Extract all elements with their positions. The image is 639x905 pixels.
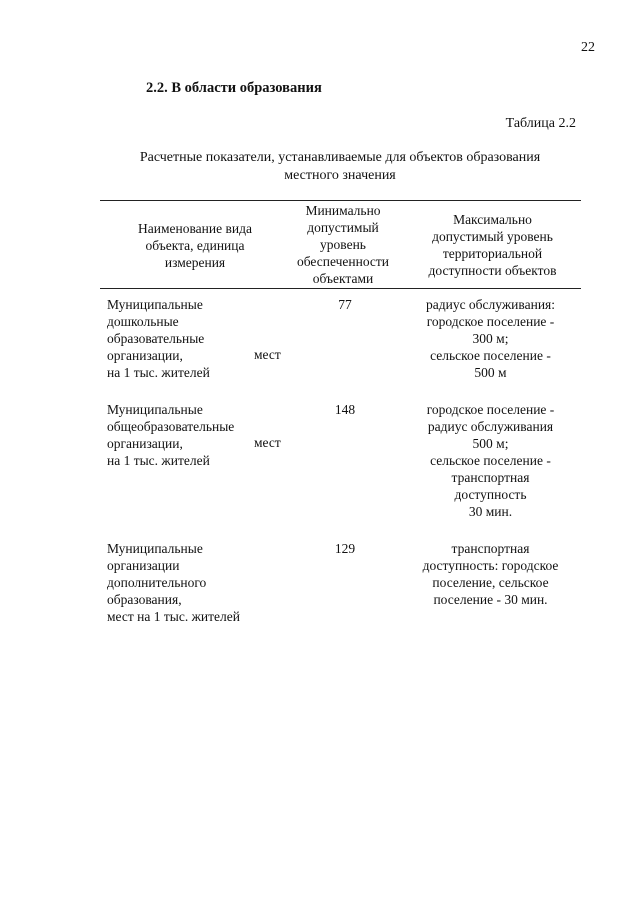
row-access-line: 30 мин. [468,504,513,519]
header-line: Максимально [453,212,532,227]
header-line: допустимый [307,220,379,235]
table-header-min-level [288,202,398,287]
row-name-line: на 1 тыс. жителей [107,365,210,380]
row-access-line: 300 м; [472,331,509,346]
row-access-line: поселение, сельское [432,575,549,590]
table-caption [100,149,580,185]
header-line: Наименование вида [138,221,252,236]
table-row-3-access [403,540,578,608]
row-name-line: общеобразовательные [107,419,235,434]
table-row-1-name [107,296,289,381]
row-name-line: дополнительного [107,575,207,590]
table-row-1-access [403,296,578,381]
header-line: допустимый уровень [432,229,553,244]
row-access-line: сельское поселение - [430,348,551,363]
row-access-line: радиус обслуживания: [425,297,556,312]
section-title: 2.2. В области образования [146,80,322,96]
row-name-line: на 1 тыс. жителей [107,453,210,468]
table-header-max-access [405,211,580,279]
table-number: Таблица 2.2 [505,116,576,131]
header-line: измерения [164,255,226,270]
header-line: доступности объектов [428,263,557,278]
row-access-line: транспортная [451,470,530,485]
table-top-rule [100,200,581,201]
table-header-name [104,220,286,271]
row-access-line: поселение - 30 мин. [433,592,548,607]
row-access-line: сельское поселение - [430,453,551,468]
page-number: 22 [581,40,595,55]
table-row-2-value: 148 [334,402,356,417]
table-header-rule [100,288,581,289]
table-row-3-value: 129 [334,541,356,556]
row-name-line: образования, [107,592,182,607]
row-name-line: Муниципальные [107,541,203,556]
table-row-3-name [107,540,289,625]
header-line: объекта, единица [145,238,245,253]
table-row-2-access [403,401,578,520]
header-line: объектами [312,271,374,286]
row-name-line: Муниципальные [107,297,203,312]
header-line: территориальной [442,246,543,261]
row-name-line: организации, [107,348,183,363]
header-line: уровень [320,237,366,252]
header-line: Минимально [305,203,381,218]
table-row-2-unit: мест [254,435,281,450]
row-access-line: городское поселение - [426,402,555,417]
row-name-line: организации [107,558,180,573]
row-name-line: мест на 1 тыс. жителей [107,609,240,624]
row-access-line: доступность [454,487,527,502]
row-name-line: организации, [107,436,183,451]
table-row-1-unit: мест [254,347,281,362]
table-row-1-value: 77 [338,297,352,312]
row-access-line: 500 м; [472,436,509,451]
row-name-line: дошкольные [107,314,179,329]
row-access-line: городское поселение - [426,314,555,329]
row-name-line: образовательные [107,331,205,346]
table-caption-line: Расчетные показатели, устанавливаемые для объектов образования [139,150,541,165]
row-access-line: радиус обслуживания [427,419,554,434]
row-access-line: 500 м [474,365,507,380]
row-name-line: Муниципальные [107,402,203,417]
table-caption-line: местного значения [284,168,396,183]
header-line: обеспеченности [296,254,390,269]
row-access-line: доступность: городское [422,558,559,573]
row-access-line: транспортная [451,541,530,556]
